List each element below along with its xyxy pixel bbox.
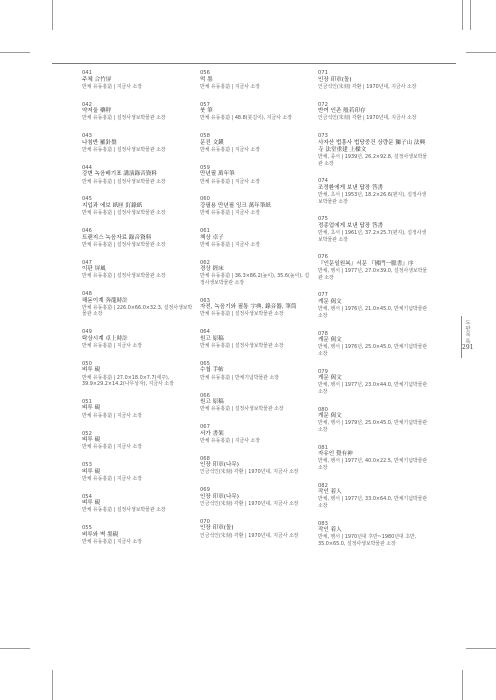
catalog-entry bbox=[200, 393, 312, 413]
entry-title: 인장 印章(나무) bbox=[200, 493, 239, 500]
entry-description: 인금석인(朱刻) 각환 | 1970년대, 지금사 소장 bbox=[200, 501, 299, 508]
entry-number: 049 bbox=[82, 329, 92, 336]
entry-number: 072 bbox=[318, 101, 328, 108]
catalog-column-1 bbox=[82, 70, 194, 557]
crop-mark-top-left-h bbox=[0, 52, 30, 53]
entry-description: 반체 유동홍造 | 지금사 소장 bbox=[82, 475, 143, 482]
entry-number: 074 bbox=[318, 178, 328, 185]
entry-number: 076 bbox=[318, 254, 328, 261]
entry-description: 반체, 행서 | 1976년, 21.0×45.0, 반체기념박물관 소장 bbox=[318, 306, 428, 319]
catalog-entry bbox=[82, 361, 194, 388]
catalog-entry bbox=[82, 102, 194, 122]
entry-description: 반체 유동홍造 | 36.3×86.2(높이), 35.6(높이), 설정사생보박물관 소장 bbox=[200, 273, 310, 286]
catalog-entry bbox=[318, 133, 430, 167]
crop-mark-top-right-v bbox=[462, 0, 463, 30]
entry-description: 반체 유동홍造 | 226.0×66.0×32.3, 설정사생보박물관 소장 bbox=[82, 304, 193, 318]
crop-mark-top-right-h bbox=[466, 52, 496, 53]
catalog-entry bbox=[200, 329, 312, 349]
entry-number: 081 bbox=[318, 444, 328, 451]
catalog-entry bbox=[318, 331, 430, 358]
entry-number: 046 bbox=[82, 228, 92, 235]
entry-number: 083 bbox=[318, 520, 328, 527]
entry-number: 082 bbox=[318, 482, 328, 489]
entry-description: 인금석인(朱刻) 각환 | 1970년대, 지금사 소장 bbox=[200, 469, 299, 476]
catalog-entry bbox=[82, 70, 194, 90]
entry-title: 인장 印章(나무) bbox=[200, 462, 239, 469]
entry-number: 042 bbox=[82, 101, 92, 108]
entry-number: 080 bbox=[318, 406, 328, 413]
entry-number: 066 bbox=[200, 392, 210, 399]
crop-mark-bottom-left-h bbox=[0, 648, 30, 649]
entry-description: 반체 유동홍造 | 지금사 소장 bbox=[82, 83, 143, 90]
entry-description: 반체, 행서 | 1977년, 40.0×22.5, 반체기념박물관 소장 bbox=[318, 458, 428, 471]
catalog-entry bbox=[200, 196, 312, 216]
entry-description: 반체 유동홍造 | 설정사생보박물관 소장 bbox=[82, 241, 166, 248]
entry-description: 반체, 초서 | 1953년, 18.2×26.6(편지), 설정사생보박물관 소장 bbox=[318, 192, 427, 205]
entry-title: 책상 卓子 bbox=[200, 234, 224, 241]
catalog-entry bbox=[318, 102, 430, 122]
entry-number: 050 bbox=[82, 360, 92, 367]
entry-number: 054 bbox=[82, 493, 92, 500]
catalog-entry bbox=[200, 298, 312, 318]
catalog-entry bbox=[318, 369, 430, 396]
catalog-entry bbox=[82, 431, 194, 451]
entry-number: 071 bbox=[318, 70, 328, 76]
catalog-entry bbox=[318, 292, 430, 319]
entry-title: 『인문일원복』서문 『佛門一脈書』序 bbox=[318, 260, 414, 267]
entry-number: 068 bbox=[200, 455, 210, 462]
crop-mark-top-right-v2 bbox=[470, 0, 471, 30]
entry-title: 조정환에게 보낸 답장 答書 bbox=[318, 184, 384, 191]
entry-number: 078 bbox=[318, 330, 328, 337]
entry-number: 075 bbox=[318, 216, 328, 223]
entry-number: 045 bbox=[82, 196, 92, 203]
entry-title: 붓 筆 bbox=[200, 108, 213, 115]
entry-number: 065 bbox=[200, 360, 210, 367]
catalog-column-3 bbox=[318, 70, 430, 559]
crop-mark-top-left-v bbox=[52, 0, 53, 30]
catalog-entry bbox=[318, 178, 430, 205]
entry-title: 벼루 硯 bbox=[82, 405, 101, 412]
entry-title: 게문 偈文 bbox=[318, 413, 342, 420]
crop-mark-bottom-left-v bbox=[52, 670, 53, 700]
entry-description: 반체 유동홍造 | 지금사 소장 bbox=[200, 178, 261, 185]
catalog-entry bbox=[82, 494, 194, 514]
entry-title: 먹 墨 bbox=[200, 76, 213, 83]
entry-title: 원고 原稿 bbox=[200, 335, 224, 342]
catalog-entry bbox=[82, 525, 194, 545]
catalog-entry bbox=[318, 216, 430, 243]
entry-description: 반체 유동홍造 | 48.8(붓길이), 지금사 소장 bbox=[200, 115, 292, 122]
entry-description: 반체, 종서 | 1939년, 26.2×92.8, 설정사생보박물관 소장 bbox=[318, 154, 428, 167]
entry-description: 반체 유동홍造 | 지금사 소장 bbox=[200, 437, 261, 444]
entry-number: 058 bbox=[200, 133, 210, 140]
entry-number: 052 bbox=[82, 430, 92, 437]
entry-number: 043 bbox=[82, 133, 92, 140]
entry-description: 인금석인(朱刻) 각환 | 1970년대, 지금사 소장 bbox=[318, 115, 417, 122]
entry-title: 강필용 만년필 잉크 萬年筆紙 bbox=[200, 202, 271, 209]
entry-number: 069 bbox=[200, 487, 210, 494]
catalog-entry bbox=[318, 483, 430, 510]
entry-title: 정종업에게 보낸 답장 答書 bbox=[318, 222, 384, 229]
entry-description: 반체 유동홍造 | 지금사 소장 bbox=[200, 83, 261, 90]
entry-description: 반체 유동홍造 | 설정사생보박물관 소장 bbox=[200, 406, 284, 413]
catalog-entry bbox=[200, 487, 312, 507]
entry-number: 077 bbox=[318, 292, 328, 299]
catalog-entry bbox=[82, 133, 194, 153]
catalog-entry bbox=[82, 291, 194, 318]
entry-title: 반여 인존 般若印存 bbox=[318, 108, 366, 115]
catalog-entry bbox=[200, 228, 312, 248]
crop-mark-bottom-right-h bbox=[466, 648, 496, 649]
entry-title: 만년필 萬年筆 bbox=[200, 171, 235, 178]
entry-title: 자유인 覺有神 bbox=[318, 451, 353, 458]
entry-description: 반체, 행서 | 1976년, 25.0×45.0, 반체기념박물관 소장 bbox=[318, 344, 428, 357]
entry-number: 067 bbox=[200, 424, 210, 431]
entry-description: 반체 유동홍造 | 반체기념박물관 소장 bbox=[200, 374, 279, 381]
entry-number: 063 bbox=[200, 297, 210, 304]
entry-description: 반체 유동홍造 | 지금사 소장 bbox=[200, 210, 261, 217]
entry-description: 반체, 행서 | 1977년, 33.0×64.0, 반체기념박물관 소장 bbox=[318, 496, 428, 509]
entry-title: 원고 原稿 bbox=[200, 399, 224, 405]
catalog-entry bbox=[200, 260, 312, 287]
entry-title: 약저울 藥秤 bbox=[82, 108, 112, 115]
entry-title: 벼루 硯 bbox=[82, 500, 101, 507]
entry-number: 060 bbox=[200, 196, 210, 203]
catalog-entry bbox=[200, 519, 312, 539]
entry-title: 트랜지스 녹음자료 錄音資料 bbox=[82, 234, 152, 241]
entry-title: 강변 녹음배기표 講演錄音資料 bbox=[82, 171, 157, 178]
entry-number: 057 bbox=[200, 101, 210, 108]
entry-title: 인장 印章(돌) bbox=[318, 76, 352, 83]
entry-title: 탁상시계 卓上時計 bbox=[82, 335, 128, 342]
entry-number: 041 bbox=[82, 70, 92, 76]
catalog-entry bbox=[82, 260, 194, 280]
entry-number: 062 bbox=[200, 259, 210, 266]
entry-description: 반체 유동홍造 | 설정사생보박물관 소장 bbox=[82, 115, 166, 122]
entry-description: 반체 유동홍造 | 설정사생보박물관 소장 bbox=[200, 342, 284, 349]
catalog-entry bbox=[318, 407, 430, 434]
catalog-entry bbox=[200, 456, 312, 476]
entry-number: 064 bbox=[200, 329, 210, 336]
entry-description: 반체 유동홍造 | 설정사생보박물관 소장 bbox=[82, 273, 166, 280]
catalog-entry bbox=[82, 196, 194, 216]
entry-description: 인금석인(朱刻) 각환 | 1970년대, 지금사 소장 bbox=[200, 532, 299, 539]
entry-description: 반체 유동홍造 | 지금사 소장 bbox=[82, 342, 143, 349]
entry-description: 반체, 행서 | 1979년, 25.0×45.0, 반체기념박물관 소장 bbox=[318, 420, 428, 433]
catalog-entry bbox=[318, 70, 430, 90]
entry-number: 056 bbox=[200, 70, 210, 76]
entry-title: 해돋이계 奔龍時計 bbox=[82, 297, 128, 304]
entry-title: 게문 偈文 bbox=[318, 298, 342, 305]
entry-description: 반체 유동홍造 | 지금사 소장 bbox=[82, 539, 143, 546]
side-tab-label: 도판목록 bbox=[465, 320, 471, 345]
entry-title: 벼루 硯 bbox=[82, 468, 101, 475]
entry-description: 반체 유동홍造 | 설정사생보박물관 소장 bbox=[82, 178, 166, 185]
entry-description: 반체, 행서 | 1977년, 27.0×39.0, 설정사생보박물관 소장 bbox=[318, 268, 428, 281]
entry-title: 작인 着人 bbox=[318, 527, 342, 534]
entry-description: 인금석인(朱刻) 각환 | 1970년대, 지금사 소장 bbox=[318, 83, 417, 90]
catalog-entry bbox=[200, 424, 312, 444]
entry-title: 벼루 硯 bbox=[82, 367, 101, 374]
entry-title: 벼루 硯 bbox=[82, 437, 101, 444]
catalog-entry bbox=[200, 70, 312, 90]
entry-description: 반체 유동홍造 | 설정사생보박물관 소장 bbox=[82, 146, 166, 153]
entry-number: 073 bbox=[318, 133, 328, 140]
entry-title: 작인 着人 bbox=[318, 489, 342, 496]
entry-title: 주체 合竹屏 bbox=[82, 76, 112, 83]
catalog-entry bbox=[200, 361, 312, 381]
page-number: 291 bbox=[462, 344, 474, 351]
entry-description: 반체 유동홍造 | 지금사 소장 bbox=[200, 146, 261, 153]
entry-title: 지입과 에보 紙匣 釘錄紙 bbox=[82, 202, 143, 209]
catalog-entry bbox=[200, 133, 312, 153]
entry-title: 서가 書架 bbox=[200, 430, 224, 437]
entry-description: 반체 유동홍造 | 설정사생보박물관 소장 bbox=[200, 311, 284, 318]
entry-number: 070 bbox=[200, 518, 210, 525]
catalog-entry bbox=[318, 521, 430, 548]
entry-title: 문진 文鎭 bbox=[200, 139, 224, 146]
entry-number: 079 bbox=[318, 368, 328, 375]
entry-number: 059 bbox=[200, 164, 210, 171]
entry-number: 061 bbox=[200, 228, 210, 235]
entry-number: 047 bbox=[82, 259, 92, 266]
crop-mark-bottom-right-v bbox=[462, 670, 463, 700]
catalog-entry bbox=[200, 165, 312, 185]
catalog-entry bbox=[318, 254, 430, 281]
entry-title: 인장 印章(돌) bbox=[200, 525, 234, 532]
entry-description: 반체, 행서 | 1977년, 23.0×44.0, 반체기념박물관 소장 bbox=[318, 382, 428, 395]
entry-title: 게문 偈文 bbox=[318, 337, 342, 343]
entry-number: 055 bbox=[82, 525, 92, 532]
entry-description: 반체, 행서 | 1970년대 후반~1980년대 초반, 35.0×65.0, 설정사생보박물관 소장 bbox=[318, 534, 417, 547]
entry-description: 반체 유동홍造 | 설정사생보박물관 소장 bbox=[82, 210, 166, 217]
entry-title: 게문 偈文 bbox=[318, 375, 342, 382]
entry-title: 나침반 羅針盤 bbox=[82, 139, 117, 146]
entry-description: 반체 유동홍造 | 설정사생보박물관 소장 bbox=[82, 507, 166, 514]
entry-description: 반체 유동홍造 | 지금사 소장 bbox=[82, 412, 143, 419]
entry-description: 반체 유동홍造 | 지금사 소장 bbox=[82, 444, 143, 451]
page-top-rule bbox=[52, 63, 456, 64]
entry-number: 044 bbox=[82, 164, 92, 171]
catalog-entry bbox=[82, 462, 194, 482]
catalog-entry bbox=[82, 165, 194, 185]
entry-number: 051 bbox=[82, 398, 92, 405]
entry-title: 사자산 법흥사 법당중건 상량문 獅子山 法興寺 法堂重建 上樑文 bbox=[318, 139, 426, 153]
entry-title: 경상 經床 bbox=[200, 266, 224, 273]
entry-number: 053 bbox=[82, 462, 92, 469]
catalog-entry bbox=[318, 445, 430, 472]
catalog-entry bbox=[82, 399, 194, 419]
entry-description: 반체, 초서 | 1961년, 37.2×25.7(편지), 설정사생보박물관 소장 bbox=[318, 230, 427, 243]
entry-number: 048 bbox=[82, 291, 92, 298]
side-tab-rule bbox=[461, 316, 462, 358]
entry-description: 반체 유동홍造 | 27.0×18.0×7.7(세주), 39.9×29.2×14.2(나무상자), 지금사 소장 bbox=[82, 374, 174, 387]
entry-description: 반체 유동홍造 | 지금사 소장 bbox=[200, 241, 261, 248]
entry-title: 이판 屏風 bbox=[82, 266, 106, 273]
catalog-entry bbox=[200, 102, 312, 122]
entry-title: 자전, 녹음기와 필통 字典, 錄音器, 筆筒 bbox=[200, 304, 297, 311]
catalog-entry bbox=[82, 329, 194, 349]
catalog-entry bbox=[82, 228, 194, 248]
entry-title: 벼루와 벽 墨硯 bbox=[82, 531, 119, 538]
entry-title: 수첩 手帖 bbox=[200, 367, 224, 374]
catalog-column-2 bbox=[200, 70, 312, 551]
